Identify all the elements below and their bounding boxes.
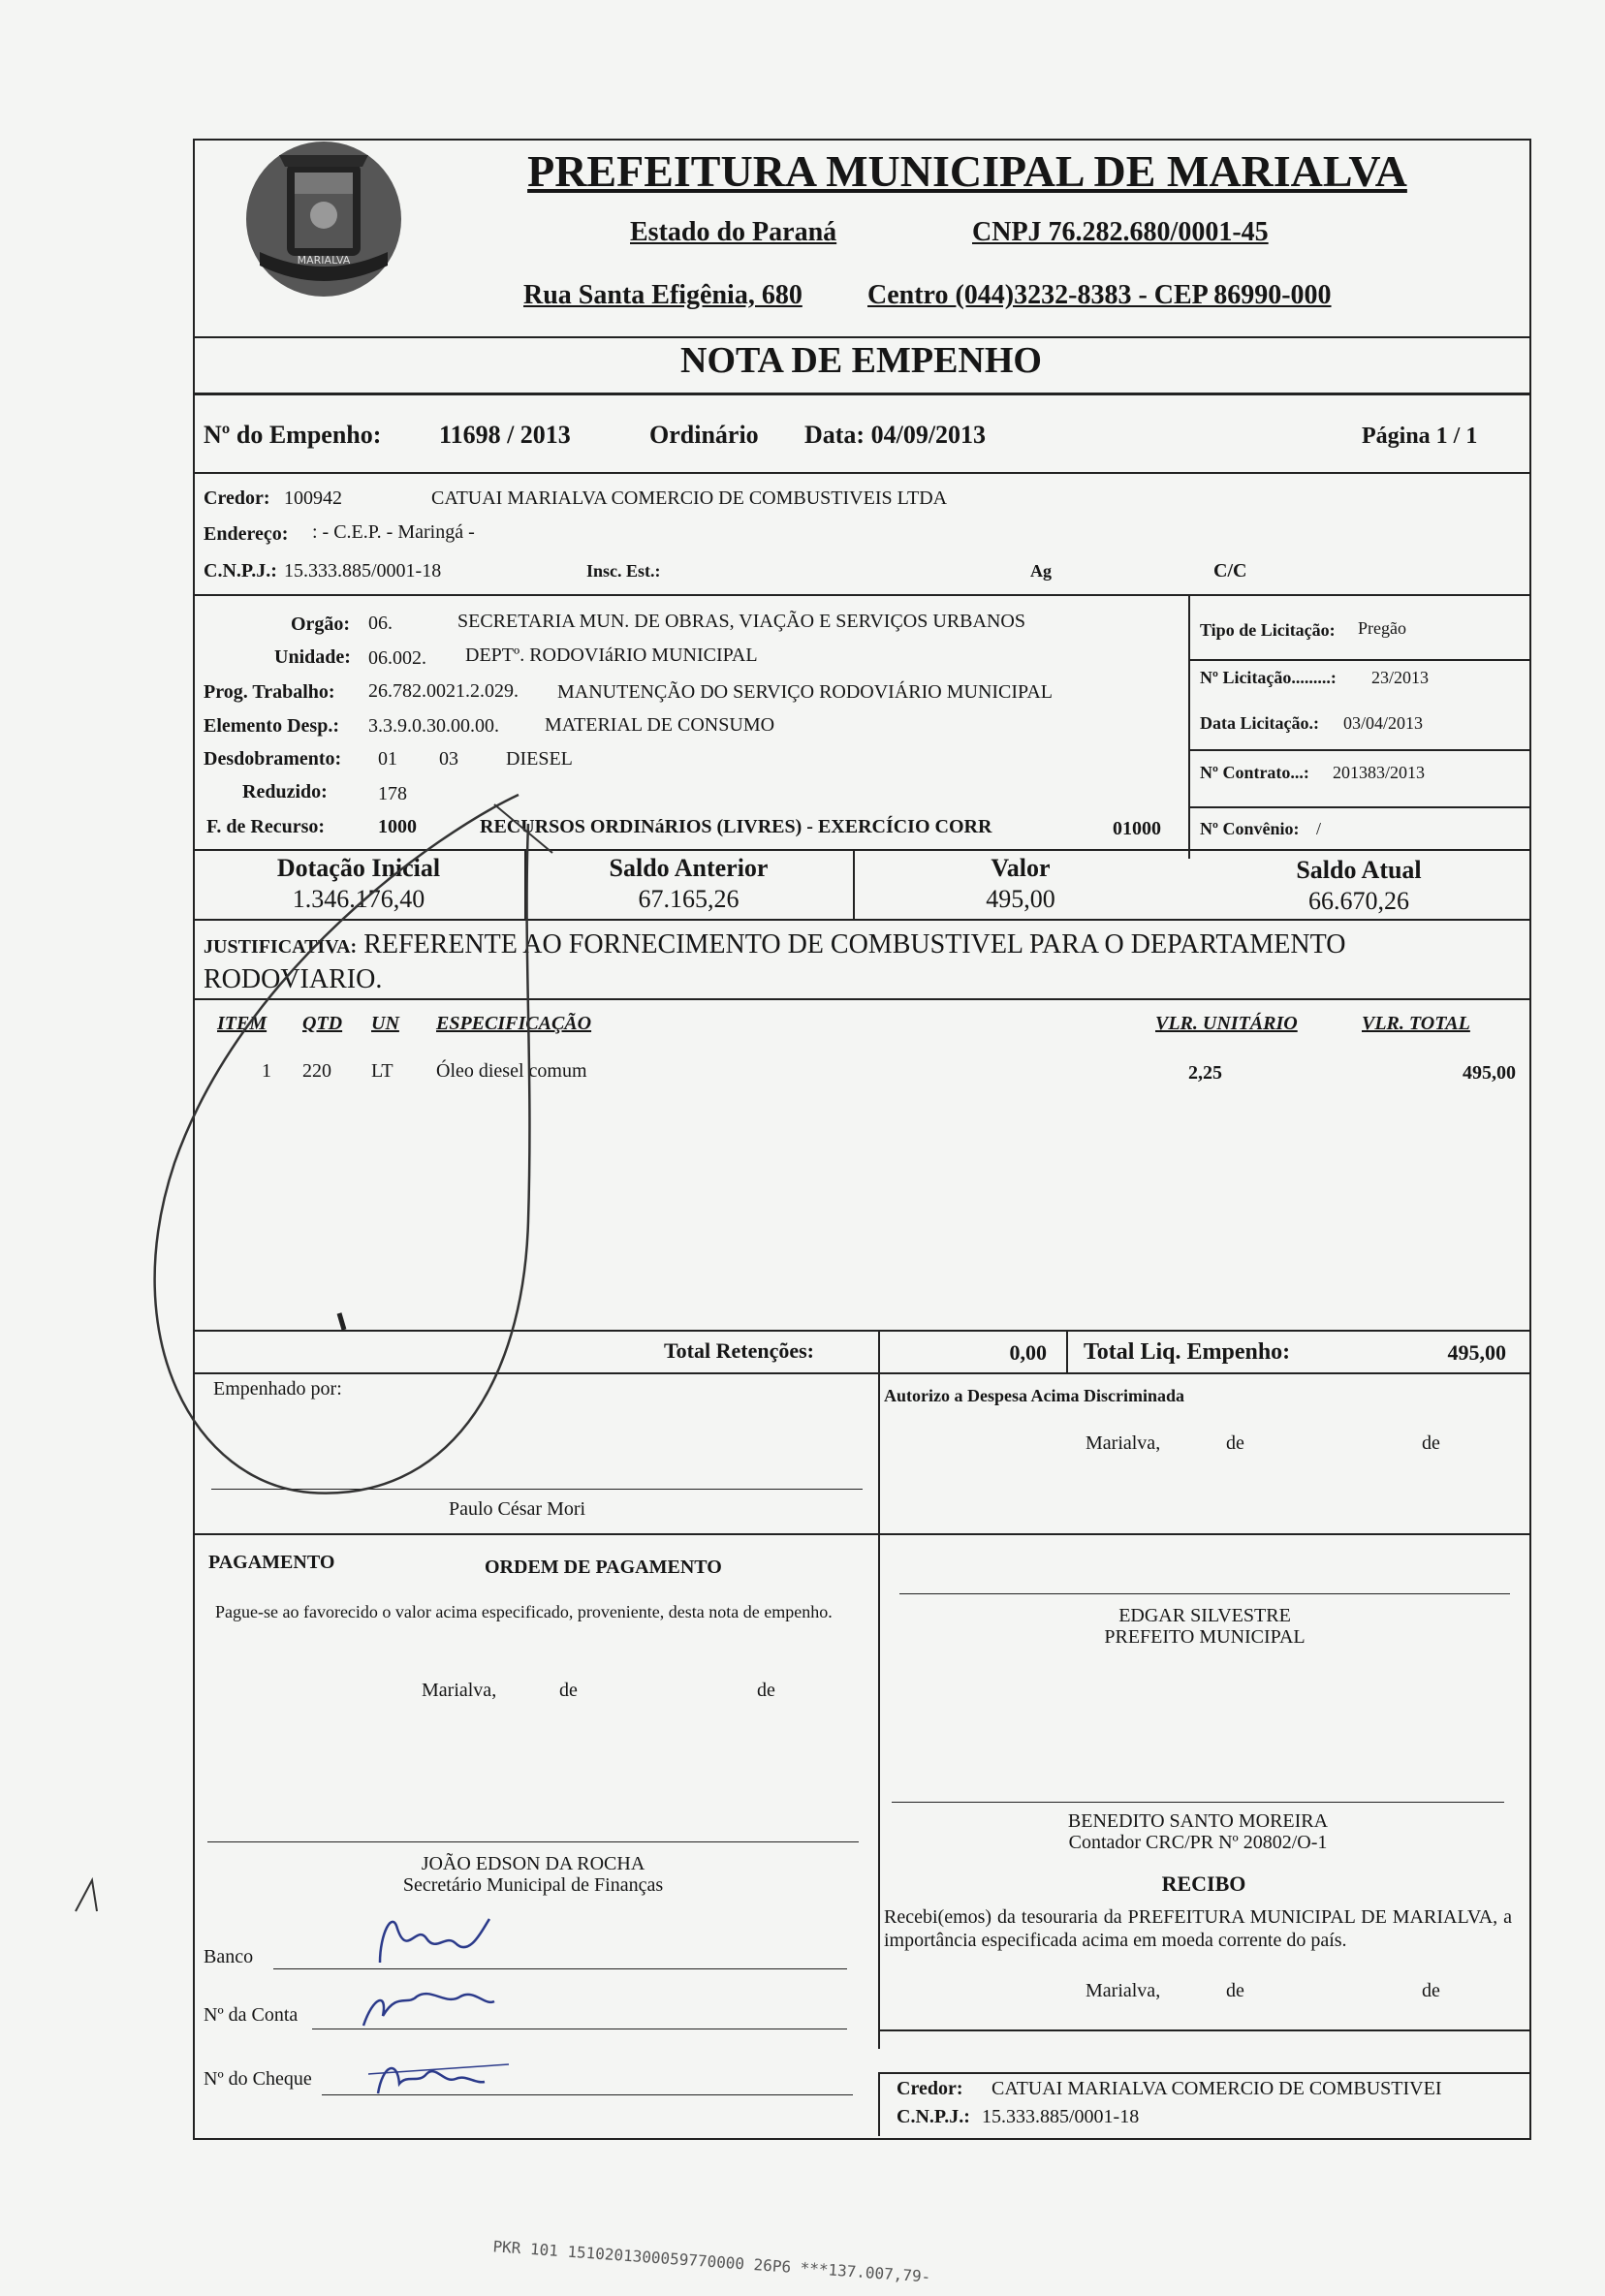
prog-label: Prog. Trabalho: xyxy=(204,681,335,703)
recibo-de1: de xyxy=(1226,1980,1244,2001)
empenhado-name: Paulo César Mori xyxy=(449,1498,586,1520)
cc-label: C/C xyxy=(1213,560,1247,582)
pagamento-text: Pague-se ao favorecido o valor acima especificado, proveniente, desta nota de empenho. xyxy=(215,1602,833,1621)
ordem-pagamento-label: ORDEM DE PAGAMENTO xyxy=(485,1557,722,1578)
credor-cnpj: 15.333.885/0001-18 xyxy=(284,560,442,582)
recibo-city: Marialva, xyxy=(1086,1980,1161,2001)
empenho-type: Ordinário xyxy=(649,421,759,449)
pagamento-city: Marialva, xyxy=(422,1680,497,1701)
data-licitacao-label: Data Licitação.: xyxy=(1200,713,1319,733)
credor-address-label: Endereço: xyxy=(204,523,289,545)
item-especificacao: Óleo diesel comum xyxy=(436,1060,587,1082)
tipo-licitacao-label: Tipo de Licitação: xyxy=(1200,620,1336,640)
col-vlr-unitario: VLR. UNITÁRIO xyxy=(1155,1013,1298,1034)
crest-text: MARIALVA xyxy=(297,254,351,267)
reduzido-value: 178 xyxy=(378,783,407,804)
recibo-cnpj-label: C.N.P.J.: xyxy=(897,2106,970,2127)
dotacao-inicial-value: 1.346.176,40 xyxy=(292,885,425,913)
address-street: Rua Santa Efigênia, 680 xyxy=(523,280,802,310)
autorizo-label: Autorizo a Despesa Acima Discriminada xyxy=(884,1386,1184,1405)
orgao-label: Orgão: xyxy=(291,613,351,635)
item-qtd: 220 xyxy=(302,1060,331,1082)
total-retencoes-label: Total Retenções: xyxy=(664,1338,814,1363)
num-licitacao-label: Nº Licitação.........: xyxy=(1200,668,1337,687)
col-item: ITEM xyxy=(217,1013,268,1034)
item-vlr-unitario: 2,25 xyxy=(1188,1062,1222,1084)
empenho-date: Data: 04/09/2013 xyxy=(804,421,987,449)
prefeito-name: EDGAR SILVESTRE xyxy=(1118,1605,1291,1626)
credor-label: Credor: xyxy=(204,488,270,509)
contador-name: BENEDITO SANTO MOREIRA xyxy=(1067,1810,1329,1832)
justificativa-label: JUSTIFICATIVA: xyxy=(204,936,358,958)
saldo-anterior-label: Saldo Anterior xyxy=(609,854,769,882)
unidade-code: 06.002. xyxy=(368,647,426,669)
page-title: PREFEITURA MUNICIPAL DE MARIALVA xyxy=(527,146,1407,196)
justificativa-text: REFERENTE AO FORNECIMENTO DE COMBUSTIVEL PARA O DEPARTAMENTO RODOVIARIO. xyxy=(204,929,1346,994)
credor-cnpj-label: C.N.P.J.: xyxy=(204,560,277,582)
total-liquido-value: 495,00 xyxy=(1447,1340,1506,1365)
unidade-label: Unidade: xyxy=(274,646,351,668)
recibo-credor: CATUAI MARIALVA COMERCIO DE COMBUSTIVEI xyxy=(991,2078,1442,2099)
credor-name: CATUAI MARIALVA COMERCIO DE COMBUSTIVEIS LTDA xyxy=(431,488,948,509)
valor-label: Valor xyxy=(991,854,1051,882)
contrato-label: Nº Contrato...: xyxy=(1200,763,1309,782)
desdobramento-name: DIESEL xyxy=(506,748,573,770)
ag-label: Ag xyxy=(1030,561,1052,581)
cheque-label: Nº do Cheque xyxy=(204,2068,312,2090)
dotacao-inicial-label: Dotação Inicial xyxy=(276,854,441,882)
elemento-label: Elemento Desp.: xyxy=(204,715,339,737)
col-especificacao: ESPECIFICAÇÃO xyxy=(436,1013,592,1034)
item-vlr-total: 495,00 xyxy=(1463,1062,1516,1084)
fonte-recurso-number: 01000 xyxy=(1113,818,1161,839)
credor-code: 100942 xyxy=(284,488,342,509)
secretario-role: Secretário Municipal de Finanças xyxy=(402,1874,664,1896)
unidade-name: DEPTº. RODOVIáRIO MUNICIPAL xyxy=(465,645,758,666)
conta-label: Nº da Conta xyxy=(204,2004,299,2026)
elemento-code: 3.3.9.0.30.00.00. xyxy=(368,715,499,737)
pagamento-de2: de xyxy=(757,1680,775,1701)
empenhado-label: Empenhado por: xyxy=(213,1378,342,1400)
valor-value: 495,00 xyxy=(986,885,1055,913)
autorizo-de1: de xyxy=(1226,1432,1244,1454)
convenio-label: Nº Convênio: xyxy=(1200,819,1300,838)
pagamento-de1: de xyxy=(559,1680,578,1701)
saldo-anterior-value: 67.165,26 xyxy=(638,885,740,913)
fonte-recurso-name: RECURSOS ORDINáRIOS (LIVRES) - EXERCÍCIO CORR xyxy=(480,816,992,837)
empenho-number: 11698 / 2013 xyxy=(439,421,571,449)
desdobramento-b: 03 xyxy=(439,748,458,770)
contador-role: Contador CRC/PR Nº 20802/O-1 xyxy=(1068,1832,1328,1853)
prog-name: MANUTENÇÃO DO SERVIÇO RODOVIÁRIO MUNICIPAL xyxy=(557,681,1054,703)
desdobramento-label: Desdobramento: xyxy=(204,748,342,770)
banco-label: Banco xyxy=(204,1946,254,1967)
saldo-atual-label: Saldo Atual xyxy=(1296,856,1422,884)
col-un: UN xyxy=(371,1013,399,1034)
saldo-atual-value: 66.670,26 xyxy=(1308,887,1409,915)
address-district-phone: Centro (044)3232-8383 - CEP 86990-000 xyxy=(867,280,1332,310)
credor-address: : - C.E.P. - Maringá - xyxy=(312,521,475,543)
num-licitacao: 23/2013 xyxy=(1371,668,1430,687)
recibo-credor-label: Credor: xyxy=(897,2078,963,2099)
convenio-number: / xyxy=(1316,819,1322,838)
state-name: Estado do Paraná xyxy=(630,217,837,247)
col-vlr-total: VLR. TOTAL xyxy=(1362,1013,1470,1034)
reduzido-label: Reduzido: xyxy=(242,781,328,802)
elemento-name: MATERIAL DE CONSUMO xyxy=(545,714,775,736)
cnpj-header: CNPJ 76.282.680/0001-45 xyxy=(972,217,1269,247)
autorizo-de2: de xyxy=(1422,1432,1440,1454)
recibo-text: Recebi(emos) da tesouraria da PREFEITURA MUNICIPAL DE MARIALVA, a importância especificada acima em moeda corrente do país. xyxy=(884,1906,1512,1951)
autorizo-city: Marialva, xyxy=(1086,1432,1161,1454)
prefeito-role: PREFEITO MUNICIPAL xyxy=(1104,1626,1306,1648)
secretario-name: JOÃO EDSON DA ROCHA xyxy=(421,1853,645,1874)
doc-title: NOTA DE EMPENHO xyxy=(680,340,1042,381)
empenho-label: Nº do Empenho: xyxy=(204,421,382,449)
fonte-recurso-code: 1000 xyxy=(378,816,417,837)
col-qtd: QTD xyxy=(302,1013,343,1034)
prog-code: 26.782.0021.2.029. xyxy=(368,680,519,702)
empenho-page: Página 1 / 1 xyxy=(1362,424,1478,449)
pagamento-label: PAGAMENTO xyxy=(208,1552,335,1573)
desdobramento-a: 01 xyxy=(378,748,397,770)
data-licitacao: 03/04/2013 xyxy=(1343,713,1424,733)
recibo-cnpj: 15.333.885/0001-18 xyxy=(982,2106,1140,2127)
contrato-number: 201383/2013 xyxy=(1333,763,1426,782)
total-retencoes-value: 0,00 xyxy=(1009,1340,1047,1365)
item-un: LT xyxy=(371,1060,393,1082)
insc-est-label: Insc. Est.: xyxy=(586,561,661,581)
recibo-title: RECIBO xyxy=(1161,1871,1246,1896)
orgao-code: 06. xyxy=(368,613,393,634)
total-liquido-label: Total Liq. Empenho: xyxy=(1084,1339,1291,1365)
fonte-recurso-label: F. de Recurso: xyxy=(206,816,326,837)
orgao-name: SECRETARIA MUN. DE OBRAS, VIAÇÃO E SERVIÇOS URBANOS xyxy=(457,611,1025,632)
recibo-de2: de xyxy=(1422,1980,1440,2001)
tipo-licitacao: Pregão xyxy=(1358,618,1406,638)
bank-stamp: PKR 101 1510201300059770000 26P6 ***137.007,79- xyxy=(491,2237,931,2286)
item-number: 1 xyxy=(262,1060,271,1082)
